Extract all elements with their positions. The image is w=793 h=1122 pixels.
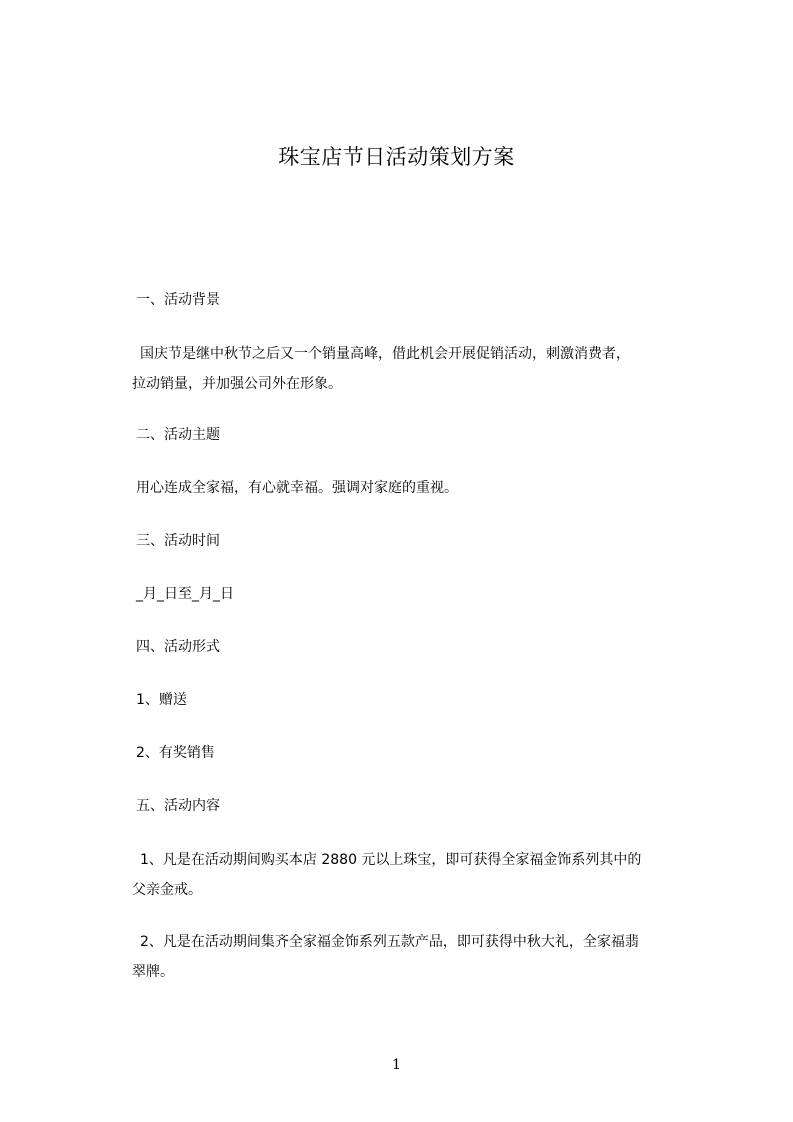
- form-item-2: 2、有奖销售: [136, 745, 215, 761]
- background-line-1: 国庆节是继中秋节之后又一个销量高峰，借此机会开展促销活动，刺激消费者，: [140, 346, 630, 362]
- background-line-2: 拉动销量，并加强公司外在形象。: [132, 376, 342, 392]
- section-heading-content: 五、活动内容: [136, 798, 220, 814]
- time-text: _月_日至_月_日: [136, 586, 234, 602]
- section-heading-time: 三、活动时间: [136, 533, 220, 549]
- document-title: 珠宝店节日活动策划方案: [278, 145, 515, 169]
- background-paragraph: [132, 339, 716, 399]
- content-item-2-line-2: 翠牌。: [132, 964, 174, 980]
- form-item-1: 1、赠送: [136, 692, 187, 708]
- section-heading-theme: 二、活动主题: [136, 427, 220, 443]
- section-heading-form: 四、活动形式: [136, 639, 220, 655]
- content-item-1-line-2: 父亲金戒。: [132, 882, 202, 898]
- section-heading-background: 一、活动背景: [136, 292, 220, 308]
- content-item-1-line-1: 1、凡是在活动期间购买本店 2880 元以上珠宝，即可获得全家福金饰系列其中的: [140, 852, 642, 868]
- content-item-2-line-1: 2、凡是在活动期间集齐全家福金饰系列五款产品，即可获得中秋大礼，全家福翡: [140, 934, 639, 950]
- content-item-2: [132, 927, 716, 987]
- page-number: 1: [392, 1057, 401, 1073]
- theme-text: 用心连成全家福，有心就幸福。强调对家庭的重视。: [136, 480, 458, 496]
- content-item-1: [132, 845, 716, 905]
